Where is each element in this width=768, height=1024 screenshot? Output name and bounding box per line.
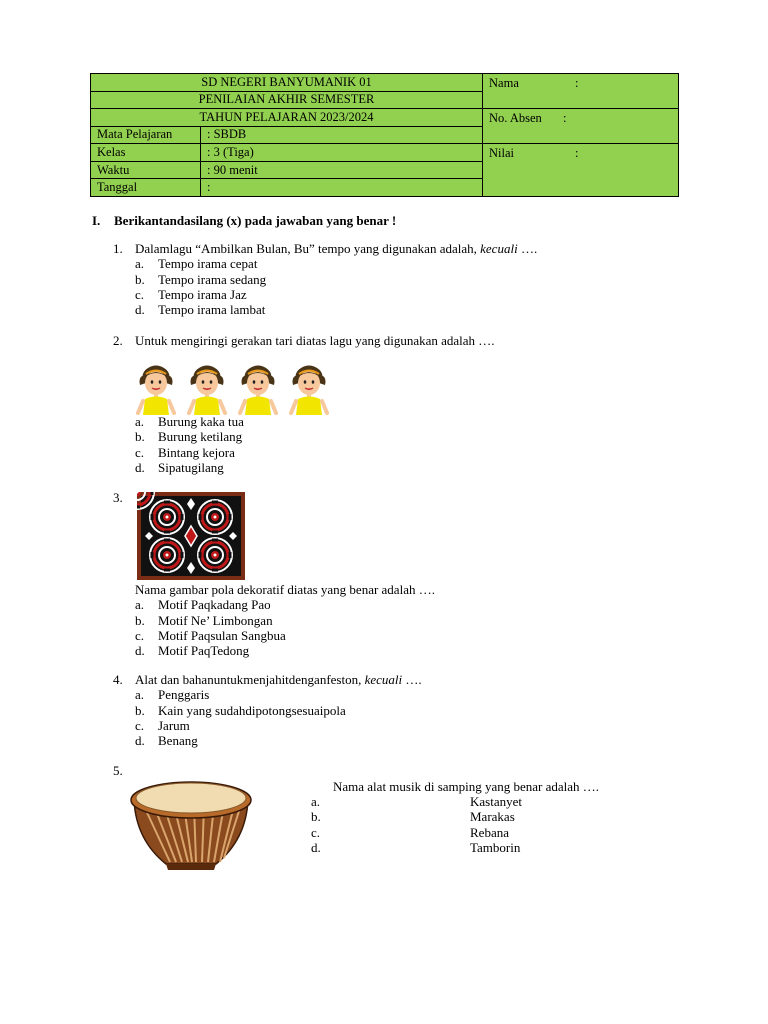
option-text: Benang [158,733,198,749]
question-text: Dalamlagu “Ambilkan Bulan, Bu” tempo yang digunakan adalah, [135,241,481,256]
option-letter: b. [135,702,145,718]
option-letter: c. [135,286,145,302]
option-b[interactable] [311,809,522,824]
option-letter: b. [135,429,145,445]
option-d[interactable] [135,460,244,475]
option-text: Tempo irama cepat [158,256,258,272]
score-field [483,144,679,197]
date-value: : [201,179,483,197]
option-list [135,687,422,748]
question-3-number-row [113,490,135,505]
question-number: 5. [113,763,123,778]
option-d[interactable] [135,643,435,658]
class-value: : 3 (Tiga) [201,144,483,162]
option-letter: a. [135,597,145,613]
question-5-number-row [113,763,135,778]
option-letter: c. [135,444,145,460]
option-text: Bintang kejora [158,444,235,460]
option-letter: b. [135,612,145,628]
option-a[interactable] [135,687,422,702]
option-letter: a. [135,256,145,272]
option-text: Motif Ne’ Limbongan [158,612,273,628]
option-a[interactable] [135,256,537,271]
dancer-3 [240,366,276,416]
option-d[interactable] [135,302,537,317]
option-letter: d. [135,459,145,475]
dancer-2 [189,366,225,416]
option-letter: c. [135,717,145,733]
question-number: 2. [113,333,123,348]
option-b[interactable] [135,613,435,628]
option-list [135,256,537,317]
option-d[interactable] [311,840,522,855]
absen-field [483,109,679,144]
motif-circle [198,538,232,572]
section-instruction: Berikantandasilang (x) pada jawaban yang benar ! [114,213,397,228]
option-text: Tamborin [470,839,521,855]
question-1 [113,241,537,317]
option-letter: a. [135,687,145,703]
option-text: Rebana [470,824,509,840]
question-text-end: …. [402,672,422,687]
question-2-options [113,414,244,475]
option-list [135,414,244,475]
question-5 [333,779,599,794]
option-letter: a. [135,414,145,429]
option-a[interactable] [311,794,522,809]
question-text: Nama gambar pola dekoratif diatas yang benar adalah …. [135,582,435,597]
question-text: Nama alat musik di samping yang benar adalah …. [333,779,600,794]
option-letter: c. [311,824,321,840]
name-field [483,74,679,109]
date-label: Tanggal [91,179,201,197]
option-text: Penggaris [158,687,210,703]
option-text: Marakas [470,809,515,825]
option-b[interactable] [135,703,422,718]
question-text-italic: kecuali [480,241,518,256]
option-a[interactable] [135,414,244,429]
toraja-motif-image [137,492,245,580]
option-c[interactable] [311,825,522,840]
option-text: Tempo irama sedang [158,271,267,287]
time-label: Waktu [91,161,201,179]
option-letter: b. [135,271,145,287]
option-text: Motif PaqTedong [158,643,250,659]
absen-colon: : [563,111,567,126]
question-text-end: …. [517,241,538,256]
option-text: Jarum [158,717,190,733]
absen-label: No. Absen [489,111,542,126]
question-text: Alat dan bahanuntukmenjahitdenganfeston, [135,672,365,687]
option-text: Burung ketilang [158,429,243,445]
dancer-4 [291,366,327,416]
exam-title: PENILAIAN AKHIR SEMESTER [91,91,483,109]
motif-circle [150,500,184,534]
motif-circle [198,500,232,534]
subject-value: : SBDB [201,126,483,144]
question-3 [113,582,435,658]
question-number: 1. [113,241,123,256]
option-text: Sipatugilang [158,459,224,475]
option-list [135,597,435,658]
drum-illustration [126,778,256,872]
time-value: : 90 menit [201,161,483,179]
motif-circle [150,538,184,572]
option-text: Kain yang sudahdipotongsesuaipola [158,702,346,718]
option-b[interactable] [135,272,537,287]
section-number: I. [92,213,101,228]
class-label: Kelas [91,144,201,162]
option-letter: d. [135,302,145,318]
exam-header-table [90,73,679,197]
question-number: 4. [113,672,123,687]
school-year: TAHUN PELAJARAN 2023/2024 [91,109,483,127]
option-c[interactable] [135,445,244,460]
dancing-children-illustration [134,363,334,415]
question-text-italic: kecuali [364,672,403,687]
dancer-1 [138,366,174,416]
option-text: Tempo irama lambat [158,302,266,318]
question-2 [113,333,495,348]
option-letter: d. [311,839,321,855]
school-name: SD NEGERI BANYUMANIK 01 [91,74,483,92]
section-heading [92,213,396,229]
option-c[interactable] [135,287,537,302]
score-label: Nilai [489,146,515,161]
question-4 [113,672,422,748]
option-letter: b. [311,809,321,825]
option-b[interactable] [135,429,244,444]
score-colon: : [575,146,579,161]
question-5-options [311,794,522,855]
option-letter: a. [311,794,321,809]
option-text: Motif Paqsulan Sangbua [158,627,286,643]
option-text: Burung kaka tua [158,414,244,429]
option-letter: d. [135,733,145,749]
option-text: Tempo irama Jaz [158,286,247,302]
option-c[interactable] [135,628,435,643]
option-text: Motif Paqkadang Pao [158,597,271,613]
name-label: Nama [489,76,519,90]
option-d[interactable] [135,733,422,748]
option-letter: c. [135,627,145,643]
question-number: 3. [113,490,123,505]
subject-label: Mata Pelajaran [91,126,201,144]
question-text: Untuk mengiringi gerakan tari diatas lagu yang digunakan adalah …. [135,333,495,348]
option-text: Kastanyet [470,794,522,809]
name-colon: : [575,76,579,90]
option-c[interactable] [135,718,422,733]
option-letter: d. [135,643,145,659]
option-a[interactable] [135,597,435,612]
